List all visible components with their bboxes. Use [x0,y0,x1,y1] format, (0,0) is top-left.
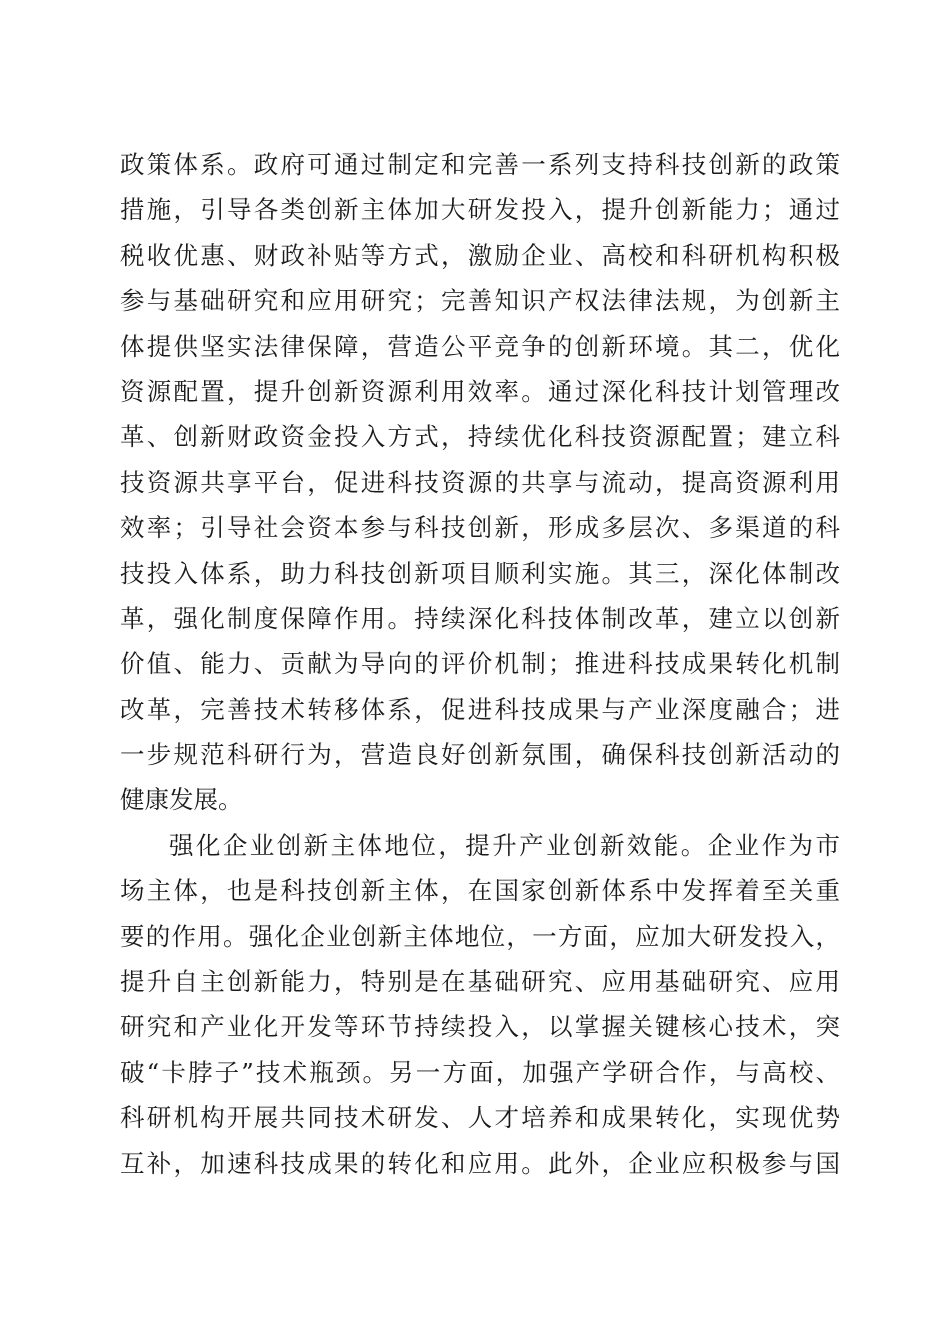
text-line: 提升自主创新能力，特别是在基础研究、应用基础研究、应用 [120,967,840,997]
body-text [120,142,840,1186]
text-line: 技资源共享平台，促进科技资源的共享与流动，提高资源利用 [120,467,840,497]
paragraph-first-line: 强化企业创新主体地位，提升产业创新效能。企业作为市 [169,830,840,860]
text-line: 一步规范科研行为，营造良好创新氛围，确保科技创新活动的 [120,740,840,770]
text-line: 效率；引导社会资本参与科技创新，形成多层次、多渠道的科 [120,513,840,543]
text-line: 场主体，也是科技创新主体，在国家创新体系中发挥着至关重 [120,876,840,906]
text-line: 革，强化制度保障作用。持续深化科技体制改革，建立以创新 [120,603,840,633]
text-line: 税收优惠、财政补贴等方式，激励企业、高校和科研机构积极 [120,240,840,270]
text-line: 改革，完善技术转移体系，促进科技成果与产业深度融合；进 [120,694,840,724]
text-line: 技投入体系，助力科技创新项目顺利实施。其三，深化体制改 [120,558,840,588]
text-line: 政策体系。政府可通过制定和完善一系列支持科技创新的政策 [120,150,840,179]
text-line: 互补，加速科技成果的转化和应用。此外，企业应积极参与国 [120,1148,840,1178]
text-line: 资源配置，提升创新资源利用效率。通过深化科技计划管理改 [120,376,840,406]
text-line: 参与基础研究和应用研究；完善知识产权法律法规，为创新主 [120,286,840,316]
text-line: 破“卡脖子”技术瓶颈。另一方面，加强产学研合作，与高校、 [120,1057,840,1087]
text-line: 措施，引导各类创新主体加大研发投入，提升创新能力；通过 [120,195,840,225]
text-line: 要的作用。强化企业创新主体地位，一方面，应加大研发投入， [120,921,840,951]
text-line: 革、创新财政资金投入方式，持续优化科技资源配置；建立科 [120,422,840,452]
text-line: 体提供坚实法律保障，营造公平竞争的创新环境。其二，优化 [120,331,840,361]
text-line: 科研机构开展共同技术研发、人才培养和成果转化，实现优势 [120,1103,840,1133]
text-line: 价值、能力、贡献为导向的评价机制；推进科技成果转化机制 [120,649,840,679]
text-line: 研究和产业化开发等环节持续投入，以掌握关键核心技术，突 [120,1012,840,1042]
text-line: 健康发展。 [120,785,243,815]
